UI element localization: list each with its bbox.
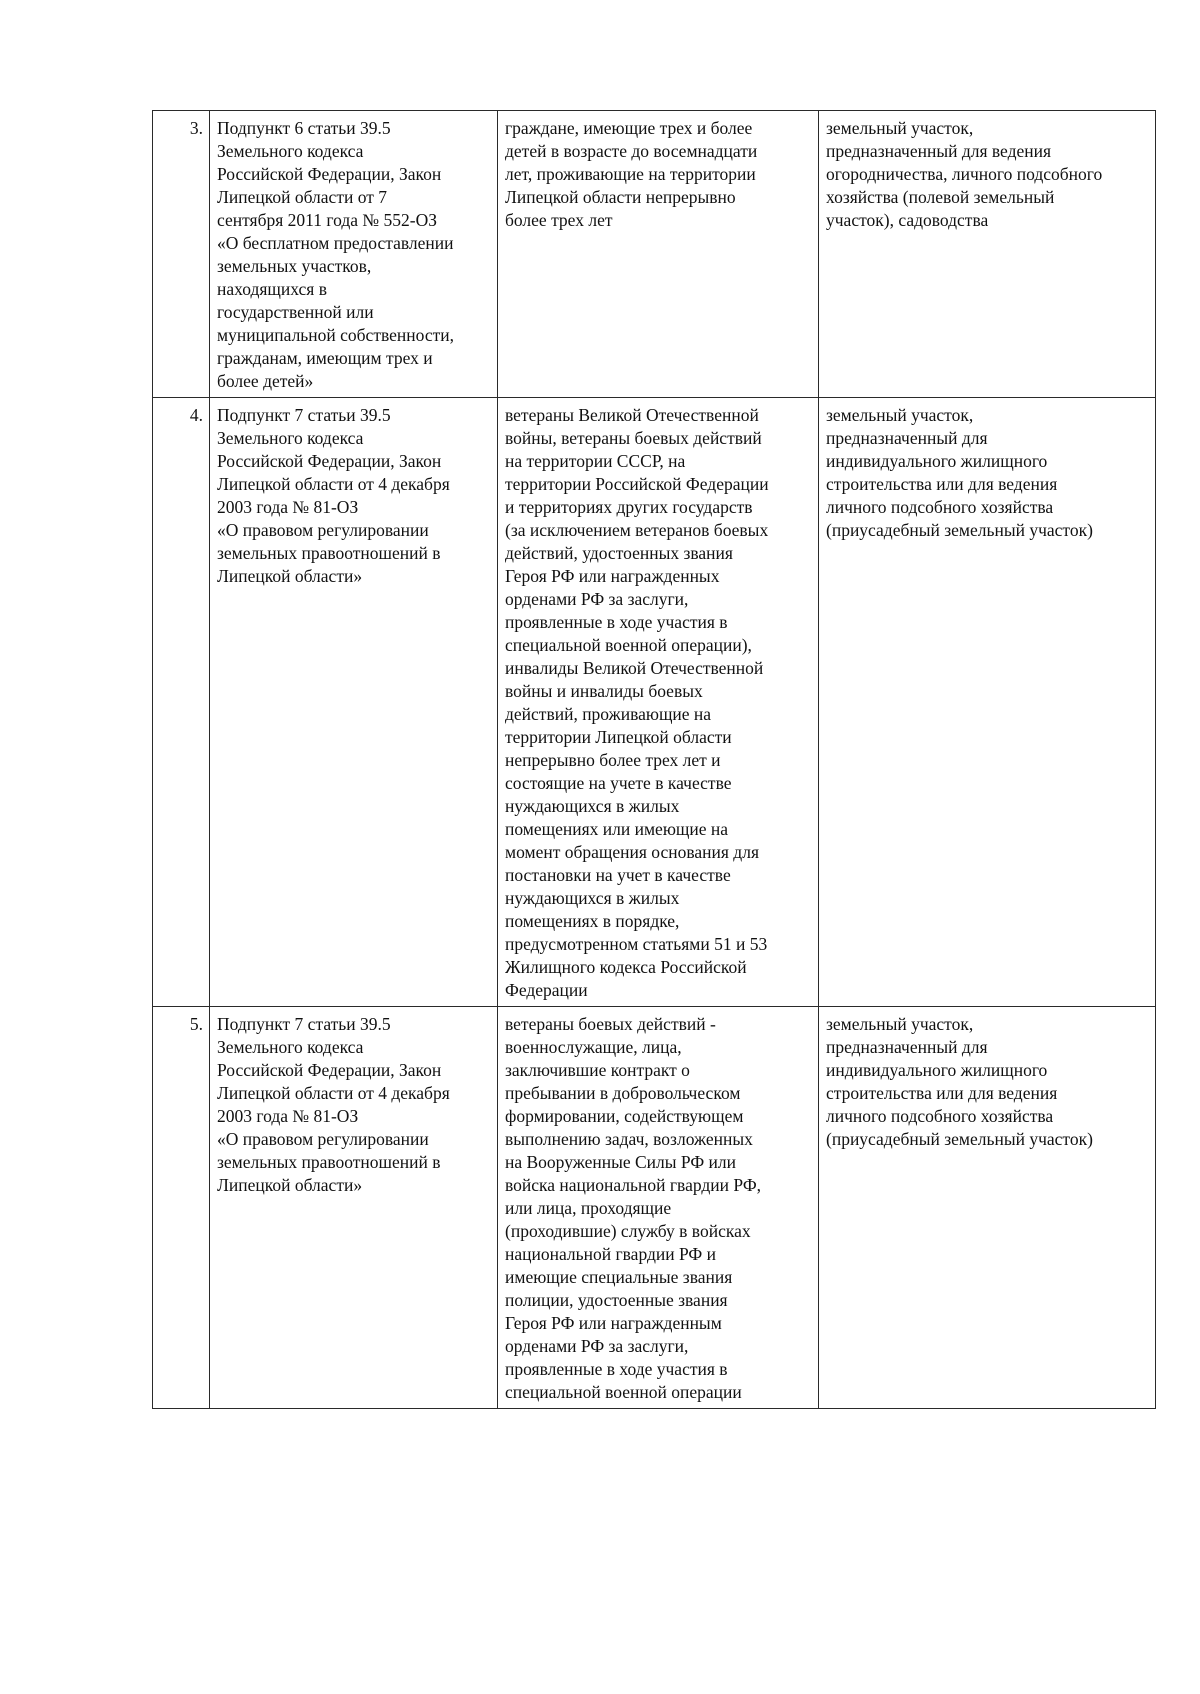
citizen-category-cell: ветераны Великой Отечественной войны, ветераны боевых действий на территории СССР, на территории Российской Федерации и территориях других государств (за исключением ветеранов боевых действий, удостоенных звания Героя РФ или награжденных орденами РФ за заслуги, проявленные в ходе участия в специальной военной операции), инвалиды Великой Отечественной войны и инвалиды боевых действий, проживающие на территории Липецкой области непрерывно более трех лет и состоящие на учете в качестве нуждающихся в жилых помещениях или имеющие на момент обращения основания для постановки на учет в качестве нуждающихся в жилых помещениях в порядке, предусмотренном статьями 51 и 53 Жилищного кодекса Российской Федерации bbox=[498, 398, 819, 1007]
citizen-category-cell: граждане, имеющие трех и более детей в возрасте до восемнадцати лет, проживающие на территории Липецкой области непрерывно более трех лет bbox=[498, 111, 819, 398]
table-row bbox=[153, 111, 1156, 398]
table-row bbox=[153, 1007, 1156, 1409]
row-number: 5. bbox=[153, 1007, 210, 1409]
table-row bbox=[153, 398, 1156, 1007]
land-plots-table bbox=[152, 110, 1156, 1409]
plot-purpose-cell: земельный участок, предназначенный для индивидуального жилищного строительства или для ведения личного подсобного хозяйства (приусадебный земельный участок) bbox=[819, 398, 1156, 1007]
citizen-category-cell: ветераны боевых действий - военнослужащие, лица, заключившие контракт о пребывании в добровольческом формировании, содействующем выполнению задач, возложенных на Вооруженные Силы РФ или войска национальной гвардии РФ, или лица, проходящие (проходившие) службу в войсках национальной гвардии РФ и имеющие специальные звания полиции, удостоенные звания Героя РФ или награжденным орденами РФ за заслуги, проявленные в ходе участия в специальной военной операции bbox=[498, 1007, 819, 1409]
row-number: 3. bbox=[153, 111, 210, 398]
plot-purpose-cell: земельный участок, предназначенный для ведения огородничества, личного подсобного хозяйства (полевой земельный участок), садоводства bbox=[819, 111, 1156, 398]
row-number: 4. bbox=[153, 398, 210, 1007]
legal-basis-cell: Подпункт 6 статьи 39.5 Земельного кодекса Российской Федерации, Закон Липецкой области от 7 сентября 2011 года № 552-ОЗ «О бесплатном предоставлении земельных участков, находящихся в государственной или муниципальной собственности, гражданам, имеющим трех и более детей» bbox=[210, 111, 498, 398]
legal-basis-cell: Подпункт 7 статьи 39.5 Земельного кодекса Российской Федерации, Закон Липецкой области от 4 декабря 2003 года № 81-ОЗ «О правовом регулировании земельных правоотношений в Липецкой области» bbox=[210, 398, 498, 1007]
plot-purpose-cell: земельный участок, предназначенный для индивидуального жилищного строительства или для ведения личного подсобного хозяйства (приусадебный земельный участок) bbox=[819, 1007, 1156, 1409]
legal-basis-cell: Подпункт 7 статьи 39.5 Земельного кодекса Российской Федерации, Закон Липецкой области от 4 декабря 2003 года № 81-ОЗ «О правовом регулировании земельных правоотношений в Липецкой области» bbox=[210, 1007, 498, 1409]
